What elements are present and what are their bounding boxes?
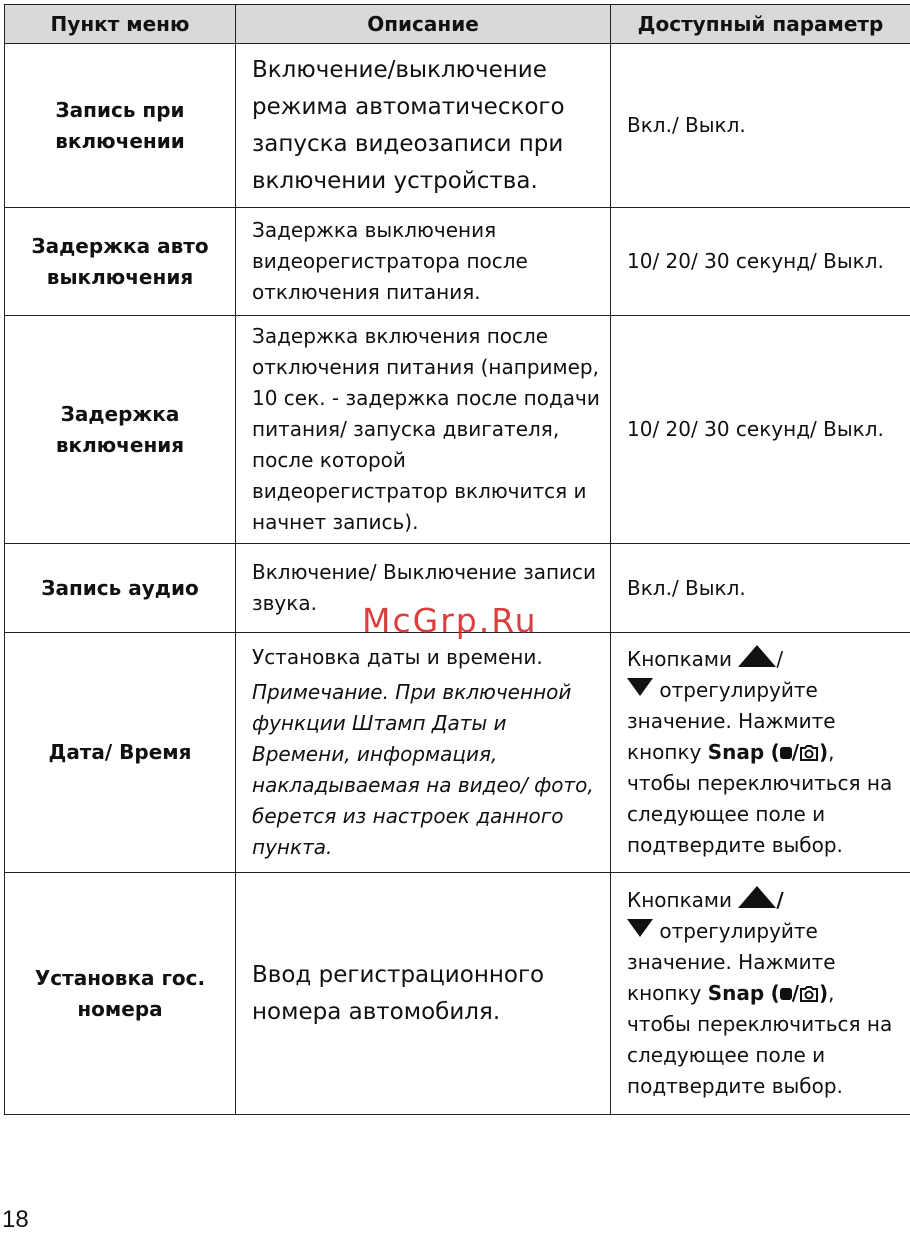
watermark: McGrp.Ru	[362, 601, 538, 640]
param-slash: /	[776, 888, 783, 912]
row-description: Задержка включения после отключения питания (например, 10 сек. - задержка после подачи питания/ запуска двигателя, после которой видеорегистратор включится и начнет запись).	[236, 316, 611, 544]
camera-icon	[799, 744, 819, 762]
table-row	[5, 44, 910, 208]
param-text: , чтобы переключиться на следующее поле и подтвердите выбор.	[627, 981, 892, 1098]
param-text: Кнопками	[627, 647, 732, 671]
triangle-up-icon	[738, 645, 776, 667]
row-name: Запись при включении	[5, 44, 236, 208]
paren-open: (	[771, 981, 780, 1005]
stop-icon	[780, 747, 792, 759]
row-description: Задержка выключения видеорегистратора после отключения питания.	[236, 208, 611, 316]
header-menu-item: Пункт меню	[5, 5, 236, 44]
table-row	[5, 208, 910, 316]
row-description	[236, 633, 611, 873]
snap-label: Snap	[708, 740, 764, 764]
row-description: Включение/ Выключение записи звука.	[236, 544, 611, 633]
row-name: Запись аудио	[5, 544, 236, 633]
paren-open: (	[771, 740, 780, 764]
row-name: Дата/ Время	[5, 633, 236, 873]
row-parameter: Кнопками / отрегулируйте значение. Нажмите кнопку Snap ( / ), чтобы переключиться на следующее поле и подтвердите выбор.	[611, 873, 910, 1115]
param-text: Кнопками	[627, 888, 732, 912]
camera-icon	[799, 985, 819, 1003]
table-header-row	[5, 5, 910, 44]
table-row	[5, 316, 910, 544]
row-parameter: 10/ 20/ 30 секунд/ Выкл.	[611, 316, 910, 544]
paren-close: )	[819, 981, 828, 1005]
page-number: 18	[2, 1206, 29, 1234]
row-name: Задержка авто выключения	[5, 208, 236, 316]
row-name: Установка гос. номера	[5, 873, 236, 1115]
row-parameter: 10/ 20/ 30 секунд/ Выкл.	[611, 208, 910, 316]
header-description: Описание	[236, 5, 611, 44]
snap-label: Snap	[708, 981, 764, 1005]
triangle-down-icon	[627, 678, 653, 696]
row-parameter: Вкл./ Выкл.	[611, 544, 910, 633]
param-text: , чтобы переключиться на следующее поле и подтвердите выбор.	[627, 740, 892, 857]
row-name: Задержка включения	[5, 316, 236, 544]
row-description: Ввод регистрационного номера автомобиля.	[236, 873, 611, 1115]
triangle-down-icon	[627, 919, 653, 937]
row-parameter: Вкл./ Выкл.	[611, 44, 910, 208]
param-text: отрегулируйте значение. Нажмите кнопку	[627, 678, 836, 764]
table-row	[5, 633, 910, 873]
stop-icon	[780, 988, 792, 1000]
row-parameter: Кнопками / отрегулируйте значение. Нажмите кнопку Snap ( / ), чтобы переключиться на следующее поле и подтвердите выбор.	[611, 633, 910, 873]
row-description-text: Установка даты и времени.	[252, 642, 600, 673]
row-note: Примечание. При включенной функции Штамп Даты и Времени, информация, накладываемая на видео/ фото, берется из настроек данного пункта.	[252, 677, 600, 863]
table-row	[5, 873, 910, 1115]
header-parameter: Доступный параметр	[611, 5, 910, 44]
param-slash: /	[776, 647, 783, 671]
triangle-up-icon	[738, 886, 776, 908]
settings-table	[4, 4, 910, 1115]
paren-close: )	[819, 740, 828, 764]
param-text: отрегулируйте значение. Нажмите кнопку	[627, 919, 836, 1005]
row-description: Включение/выключение режима автоматического запуска видеозаписи при включении устройства.	[236, 44, 611, 208]
